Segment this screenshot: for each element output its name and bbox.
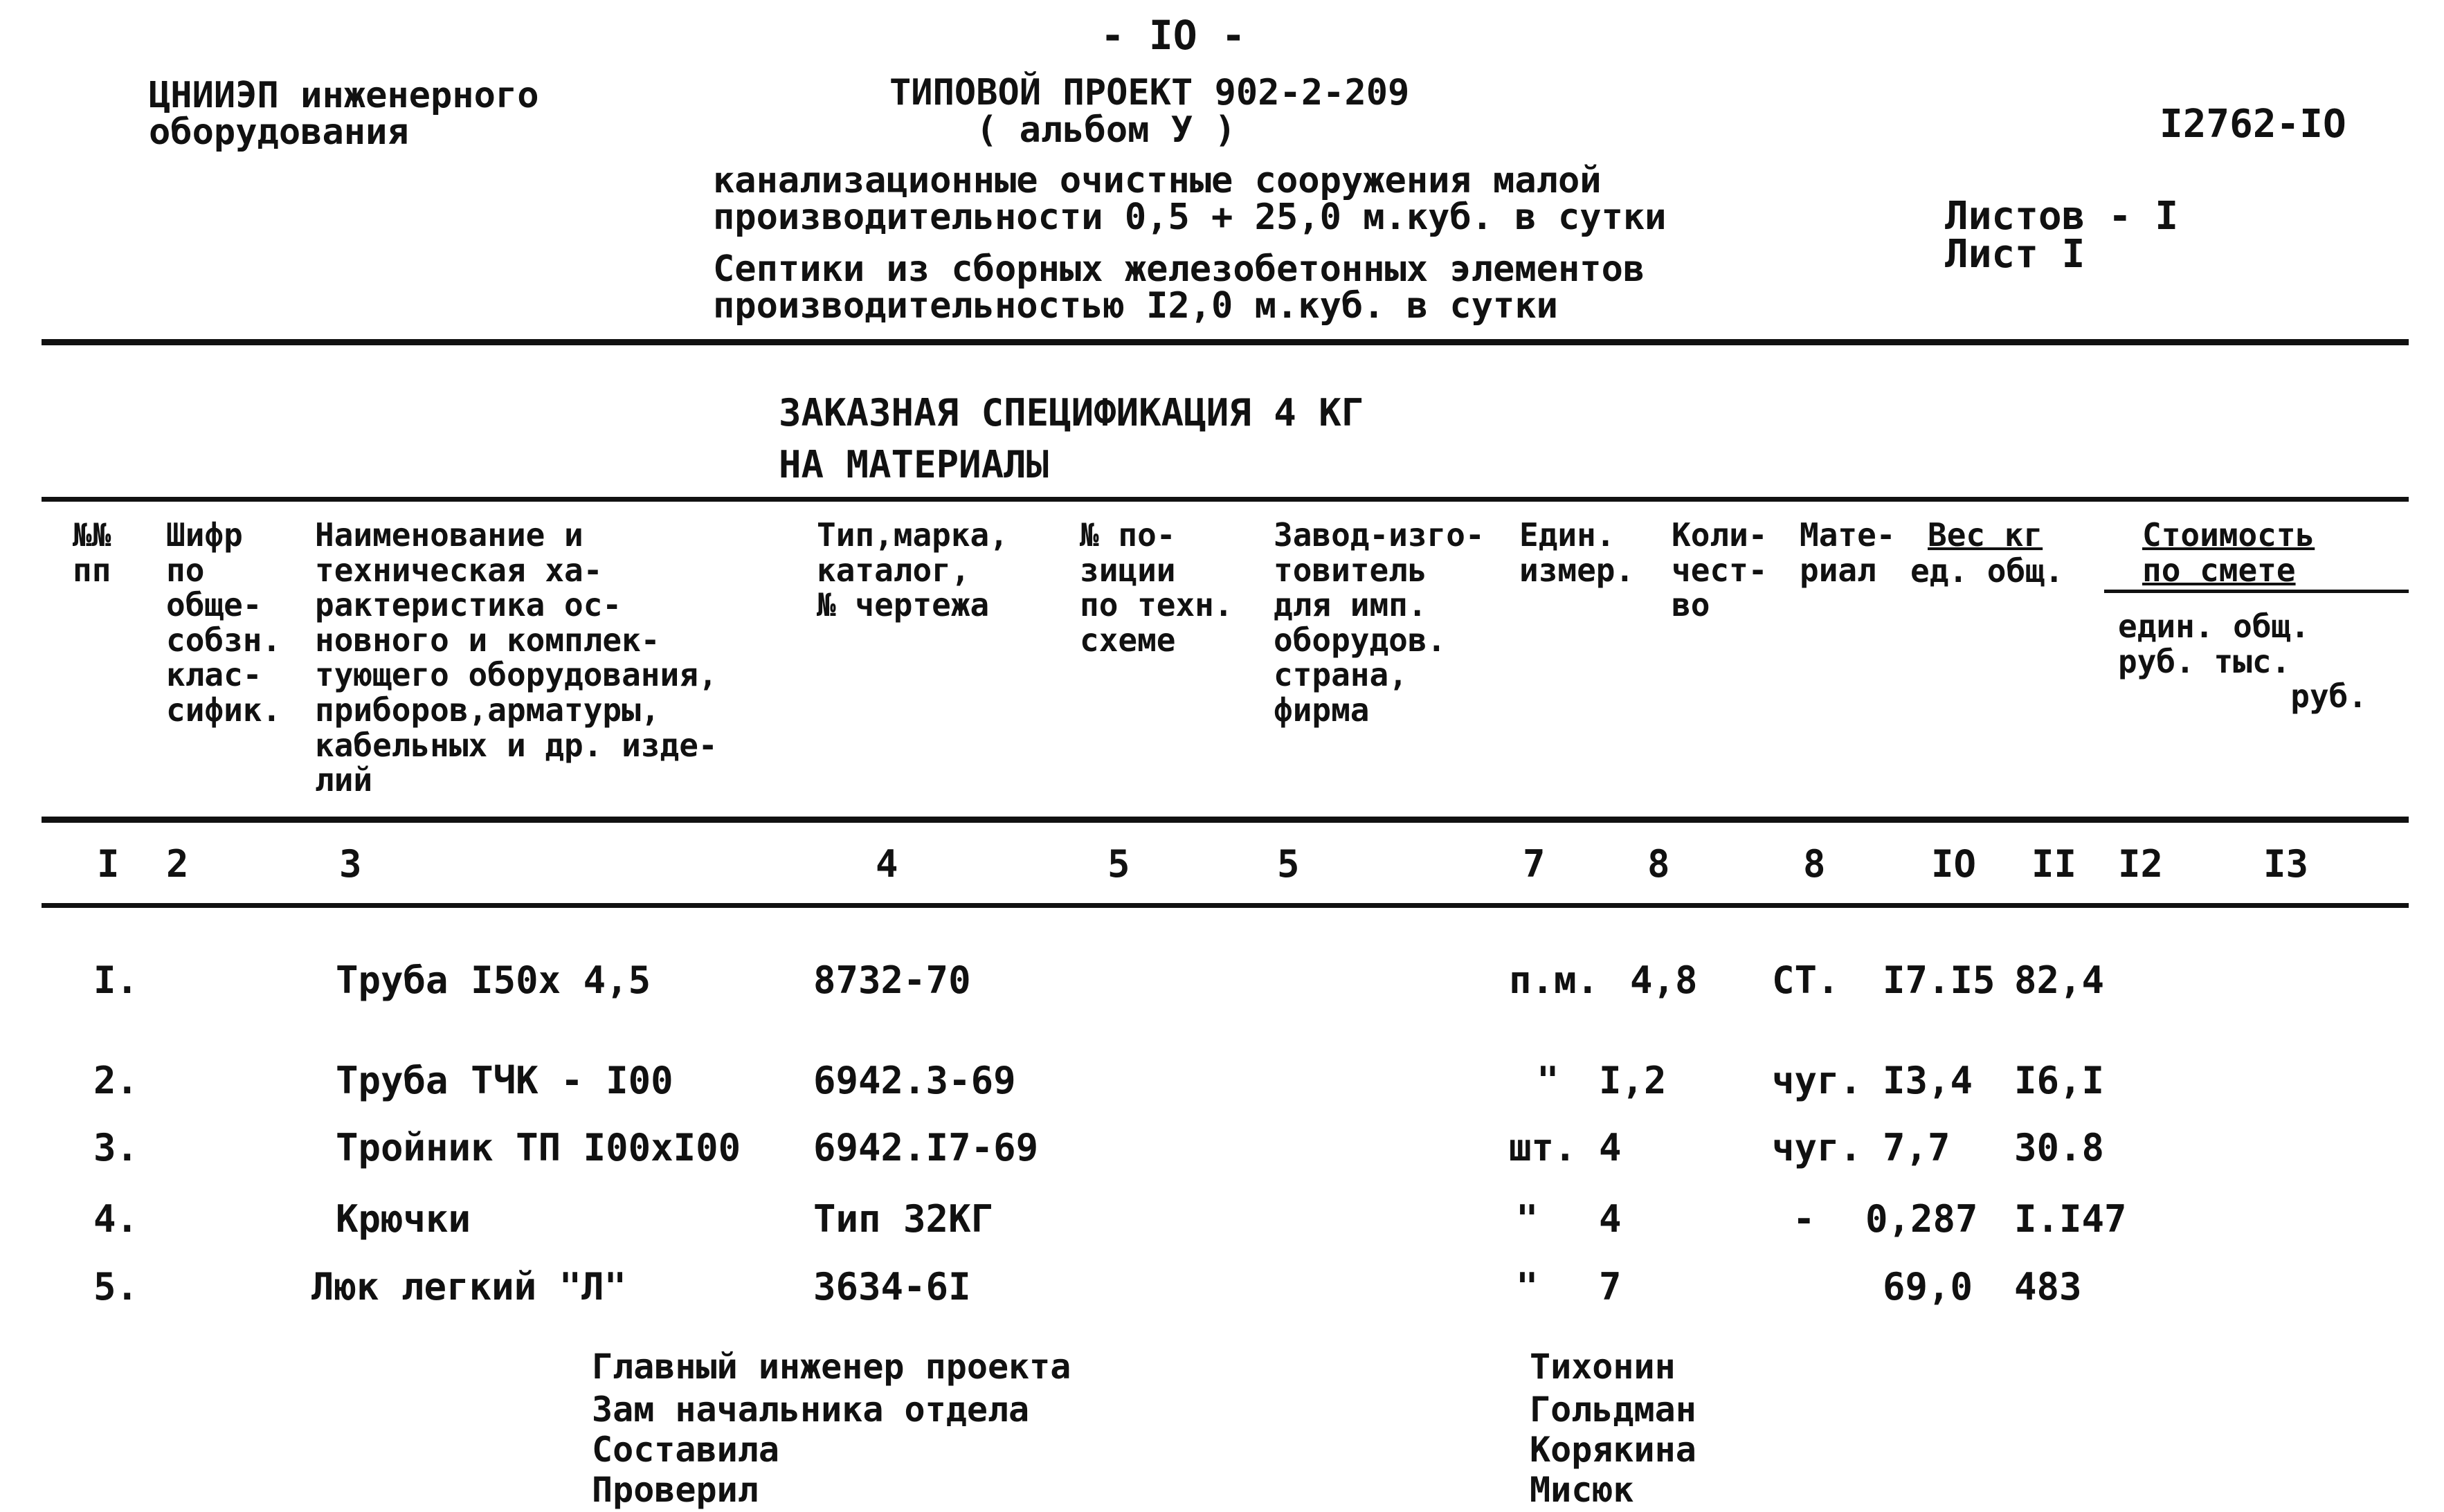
row-unit: "	[1537, 1059, 1559, 1102]
row-weight-unit: 7,7	[1883, 1126, 1950, 1169]
signature-name-deputy-head: Гольдман	[1530, 1390, 1696, 1430]
column-number: I2	[2118, 842, 2164, 886]
col-header-code: Шифр по обще- собзн. клас- сифик.	[166, 516, 282, 729]
header-divider	[42, 339, 2409, 345]
row-name: Тройник ТП I00хI00	[336, 1126, 741, 1169]
signature-role-chief-engineer: Главный инженер проекта	[592, 1347, 1071, 1387]
row-number: 4.	[93, 1197, 139, 1241]
column-number: 8	[1647, 842, 1670, 886]
col-header-name: Наименование и техническая ха- рактеристика ос- новного и комплек- тующего оборудования, приборов,арматуры, кабельных и др. изде- лий	[315, 516, 718, 799]
signature-role-deputy-head: Зам начальника отдела	[592, 1390, 1030, 1430]
row-weight-total: 30.8	[2014, 1126, 2105, 1169]
row-weight-total: 483	[2014, 1265, 2082, 1309]
column-number: 4	[876, 842, 898, 886]
row-unit: шт.	[1509, 1126, 1577, 1169]
col-header-material: Мате- риал	[1800, 516, 1896, 589]
column-number: I3	[2263, 842, 2309, 886]
project-description-line2: производительности 0,5 + 25,0 м.куб. в сутки	[713, 197, 1667, 238]
row-type: Тип 32КГ	[813, 1197, 994, 1241]
row-weight-total: I.I47	[2014, 1197, 2127, 1241]
project-title-line1: ТИПОВОЙ ПРОЕКТ 902-2-209	[889, 72, 1410, 113]
numbers-bottom-rule	[42, 903, 2409, 908]
organization-name-line1: ЦНИИЭП инженерного	[149, 75, 539, 116]
row-quantity: 4	[1599, 1197, 1622, 1241]
table-top-rule	[42, 497, 2409, 502]
row-material: -	[1793, 1197, 1816, 1241]
row-material: чуг.	[1772, 1126, 1863, 1169]
specification-subtitle: НА МАТЕРИАЛЫ	[779, 443, 1049, 486]
row-unit: "	[1516, 1197, 1539, 1241]
sheet-number: Лист I	[1945, 232, 2085, 277]
column-number: I	[97, 842, 120, 886]
column-number: II	[2031, 842, 2077, 886]
row-quantity: 4,8	[1630, 958, 1698, 1002]
col-header-position: № по- зиции по техн. схеме	[1080, 516, 1233, 659]
organization-name-line2: оборудования	[149, 111, 409, 153]
specification-title: ЗАКАЗНАЯ СПЕЦИФИКАЦИЯ 4 КГ	[779, 391, 1364, 435]
col-header-cost: Стоимость по смете	[2142, 516, 2315, 589]
signature-role-checker: Проверил	[592, 1470, 759, 1510]
column-number: 8	[1803, 842, 1826, 886]
sheets-count: Листов - I	[1945, 194, 2179, 239]
row-quantity: I,2	[1599, 1059, 1667, 1102]
row-unit: п.м.	[1509, 958, 1600, 1002]
row-material: СТ.	[1772, 958, 1840, 1002]
col-header-unit: Един. измер.	[1519, 516, 1635, 589]
project-description-line3: Септики из сборных железобетонных элементов	[713, 248, 1645, 290]
signature-role-compiler: Составила	[592, 1430, 779, 1470]
row-number: 3.	[93, 1126, 139, 1169]
signature-name-chief-engineer: Тихонин	[1530, 1347, 1676, 1387]
row-weight-unit: I3,4	[1883, 1059, 1973, 1102]
row-unit: "	[1516, 1265, 1539, 1309]
col-header-cost-sub: един. общ. руб. тыс. руб.	[2118, 608, 2368, 716]
row-type: 6942.I7-69	[813, 1126, 1039, 1169]
row-number: 2.	[93, 1059, 139, 1102]
column-number: IO	[1931, 842, 1977, 886]
col-header-number: №№ пп	[73, 516, 111, 589]
column-number: 5	[1277, 842, 1300, 886]
page-number: - IO -	[1101, 12, 1246, 59]
row-number: 5.	[93, 1265, 139, 1309]
column-number: 2	[166, 842, 189, 886]
row-quantity: 4	[1599, 1126, 1622, 1169]
row-weight-unit: I7.I5	[1883, 958, 1995, 1002]
project-description-line4: производительностью I2,0 м.куб. в сутки	[713, 285, 1558, 327]
row-type: 3634-6I	[813, 1265, 971, 1309]
col-header-type: Тип,марка, каталог, № чертежа	[817, 516, 1008, 624]
row-number: I.	[93, 958, 139, 1002]
row-type: 6942.3-69	[813, 1059, 1016, 1102]
row-weight-total: 82,4	[2014, 958, 2105, 1002]
row-name: Крючки	[336, 1197, 471, 1241]
row-weight-unit: 0,287	[1865, 1197, 1978, 1241]
col-header-weight: Вес кг	[1928, 516, 2043, 554]
row-material: чуг.	[1772, 1059, 1863, 1102]
cost-header-rule	[2104, 590, 2409, 593]
column-number: 5	[1107, 842, 1130, 886]
row-name: Труба I50х 4,5	[336, 958, 651, 1002]
project-description-line1: канализационные очистные сооружения малой	[713, 160, 1602, 201]
project-title-line2: ( альбом У )	[976, 109, 1236, 151]
row-weight-total: I6,I	[2014, 1059, 2105, 1102]
signature-name-checker: Мисюк	[1530, 1470, 1634, 1510]
col-header-quantity: Коли- чест- во	[1672, 516, 1768, 624]
col-header-weight-sub: ед. общ.	[1910, 552, 2064, 590]
row-name: Труба ТЧК - I00	[336, 1059, 673, 1102]
col-header-manufacturer: Завод-изго- товитель для имп. оборудов. страна, фирма	[1274, 516, 1485, 729]
column-number: 7	[1523, 842, 1546, 886]
row-type: 8732-70	[813, 958, 971, 1002]
column-number: 3	[339, 842, 362, 886]
document-code: I2762-IO	[2160, 102, 2346, 147]
row-name: Люк легкий "Л"	[311, 1265, 627, 1309]
row-weight-unit: 69,0	[1883, 1265, 1973, 1309]
row-quantity: 7	[1599, 1265, 1622, 1309]
header-bottom-rule	[42, 817, 2409, 823]
signature-name-compiler: Корякина	[1530, 1430, 1696, 1470]
